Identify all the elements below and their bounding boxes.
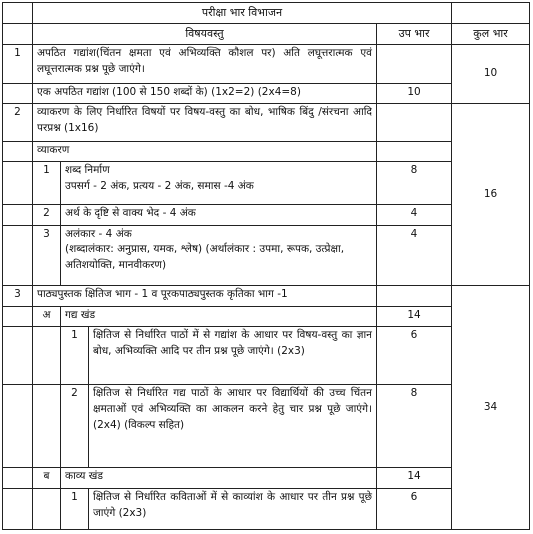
section-3a-item-1-text: क्षितिज से निर्धारित पाठों में से गद्यांश के आधार पर विषय-वस्तु का ज्ञान बोध, अभिव्यक्ति आदि पर तीन प्रश्न पूछे जाएंगे। (2x3) (89, 326, 377, 384)
section-1-item-text: एक अपठित गद्यांश (100 से 150 शब्दों के) (1x2=2) (2x4=8) (33, 84, 377, 104)
section-3b-item-1-marks: 6 (377, 488, 452, 529)
section-3a-letter: अ (33, 306, 61, 326)
section-2-text: व्याकरण के लिए निर्धारित विषयों पर विषय-वस्तु का बोध, भाषिक बिंदु /संरचना आदि परप्रश्न (1x16) (33, 104, 377, 141)
section-3-text: पाठ्यपुस्तक क्षितिज भाग - 1 व पूरकपाठ्यपुस्तक कृतिका भाग -1 (33, 286, 377, 306)
section-3a-item-2-marks: 8 (377, 385, 452, 468)
section-2-item-2-marks: 4 (377, 205, 452, 226)
section-3b-row (3, 468, 530, 488)
section-1-item-row (3, 84, 530, 104)
section-2-total: 16 (452, 104, 530, 286)
section-3-number: 3 (3, 286, 33, 306)
section-2-item-2-number: 2 (33, 205, 61, 226)
section-3a-item-1-number: 1 (61, 326, 89, 384)
section-3a-marks: 14 (377, 306, 452, 326)
section-1-total: 10 (452, 45, 530, 104)
section-3a-item-2-row (3, 385, 530, 468)
section-2-item-3-row (3, 225, 530, 286)
header-total-marks: कुल भार (452, 24, 530, 45)
header-row (3, 24, 530, 45)
section-3a-title: गद्य खंड (61, 306, 377, 326)
section-2-item-2-text: अर्थ के दृष्टि से वाक्य भेद - 4 अंक (61, 205, 377, 226)
section-3-total: 34 (452, 286, 530, 530)
section-2-item-3-detail: (शब्दालंकार: अनुप्रास, यमक, श्लेष) (अर्थालंकार : उपमा, रूपक, उत्प्रेक्षा, अतिशयोक्ति, मानवीकरण) (65, 243, 345, 272)
section-3-row (3, 286, 530, 306)
section-2-item-1-marks: 8 (377, 161, 452, 204)
section-1-row (3, 45, 530, 84)
section-2-item-3-text (61, 225, 377, 286)
section-2-subhead-row (3, 141, 530, 161)
section-2-item-1-title: शब्द निर्माण (65, 163, 110, 176)
marks-distribution-table (2, 2, 530, 530)
section-1-item-marks: 10 (377, 84, 452, 104)
section-3a-item-2-number: 2 (61, 385, 89, 468)
section-2-row (3, 104, 530, 141)
section-3b-item-1-number: 1 (61, 488, 89, 529)
section-1-text: अपठित गद्यांश(चिंतन क्षमता एवं अभिव्यक्ति कौशल पर) अति लघूत्तरात्मक एवं लघूत्तरात्मक प्रश्न पूछे जाएंगे। (33, 45, 377, 84)
section-3b-item-1-row (3, 488, 530, 529)
section-2-item-2-row (3, 205, 530, 226)
section-2-item-1-text (61, 161, 377, 204)
section-3b-item-1-text: क्षितिज से निर्धारित कविताओं में से काव्यांश के आधार पर तीन प्रश्न पूछे जाएंगे (2x3) (89, 488, 377, 529)
section-3a-item-1-marks: 6 (377, 326, 452, 384)
table-title-row (3, 3, 530, 24)
section-2-item-1-row (3, 161, 530, 204)
header-content: विषयवस्तु (33, 24, 377, 45)
section-2-item-1-number: 1 (33, 161, 61, 204)
section-2-item-1-detail: उपसर्ग - 2 अंक, प्रत्यय - 2 अंक, समास -4 अंक (65, 179, 254, 192)
section-3a-item-1-row (3, 326, 530, 384)
section-2-item-3-title: अलंकार - 4 अंक (65, 227, 132, 240)
header-sub-marks: उप भार (377, 24, 452, 45)
section-2-item-3-marks: 4 (377, 225, 452, 286)
section-3b-title: काव्य खंड (61, 468, 377, 488)
section-2-item-3-number: 3 (33, 225, 61, 286)
table-title: परीक्षा भार विभाजन (33, 3, 452, 24)
section-1-number: 1 (3, 45, 33, 84)
section-2-subhead: व्याकरण (33, 141, 377, 161)
section-3b-letter: ब (33, 468, 61, 488)
section-3a-row (3, 306, 530, 326)
section-3b-marks: 14 (377, 468, 452, 488)
section-2-number: 2 (3, 104, 33, 141)
section-3a-item-2-text: क्षितिज से निर्धारित गद्य पाठों के आधार पर विद्यार्थियों की उच्च चिंतन क्षमताओं एवं अभिव्यक्ति का आकलन करने हेतु चार प्रश्न पूछे जाएंगे।(2x4) (विकल्प सहित) (89, 385, 377, 468)
